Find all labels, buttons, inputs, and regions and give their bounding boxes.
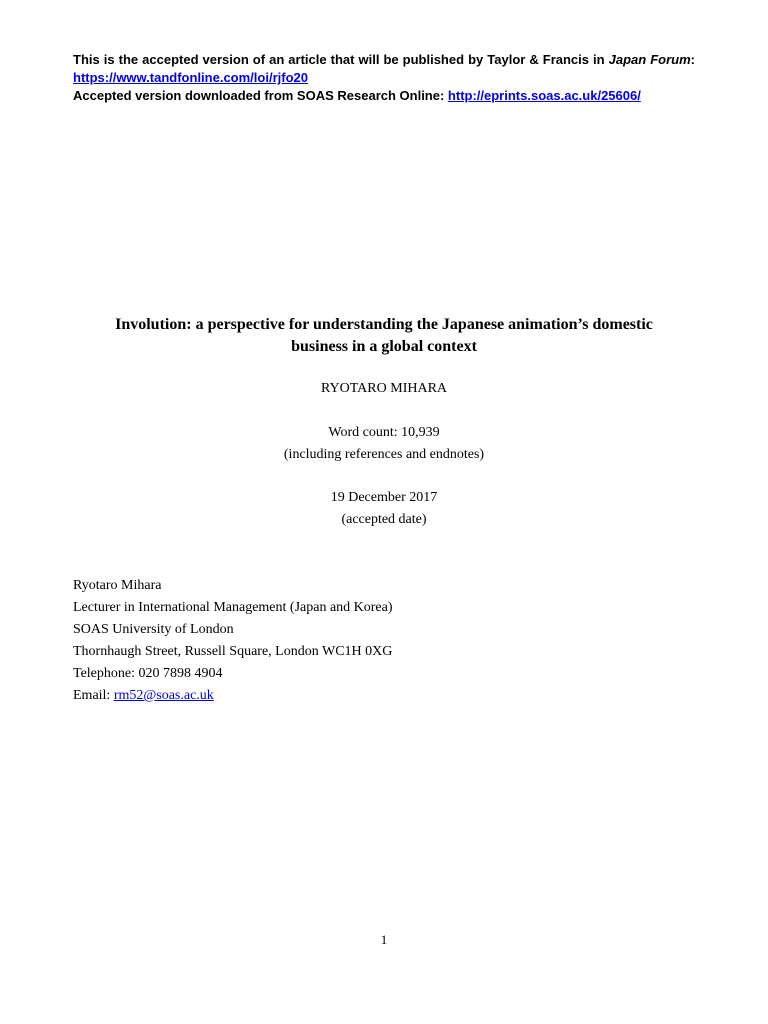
word-count-note: (including references and endnotes) <box>283 447 485 462</box>
page-number: 1 <box>380 932 388 947</box>
contact-email-label: Email: <box>73 688 114 703</box>
accepted-date: 19 December 2017 <box>330 490 438 505</box>
contact-position: Lecturer in International Management (Japan and Korea) <box>73 600 393 615</box>
repository-url-link[interactable]: http://eprints.soas.ac.uk/25606/ <box>447 88 641 103</box>
contact-name: Ryotaro Mihara <box>73 578 162 593</box>
word-count: Word count: 10,939 <box>328 425 440 440</box>
contact-telephone: Telephone: 020 7898 4904 <box>73 666 223 681</box>
contact-institution: SOAS University of London <box>73 622 234 637</box>
accepted-version-notice <box>73 51 695 105</box>
publication-notice-text: This is the accepted version of an article that will be published by Taylor & Francis in <box>73 52 609 67</box>
author-contact-block <box>73 575 673 707</box>
contact-email-link[interactable]: rm52@soas.ac.uk <box>113 688 214 703</box>
journal-name: Japan Forum <box>608 52 691 67</box>
word-count-block <box>60 422 708 466</box>
publication-notice-line <box>73 51 695 69</box>
contact-address: Thornhaugh Street, Russell Square, London WC1H 0XG <box>73 644 393 659</box>
contact-email-line <box>73 685 673 707</box>
publication-notice-colon: : <box>690 52 695 67</box>
repository-label: Accepted version downloaded from SOAS Research Online: <box>73 88 448 103</box>
repository-line <box>73 87 695 105</box>
author-name: RYOTARO MIHARA <box>320 381 448 396</box>
journal-url-line <box>73 69 695 87</box>
article-title-line2: business in a global context <box>291 338 477 355</box>
journal-url-link[interactable]: https://www.tandfonline.com/loi/rjfo20 <box>73 70 308 85</box>
accepted-date-block <box>60 487 708 531</box>
article-title <box>60 314 708 358</box>
accepted-date-note: (accepted date) <box>341 512 427 527</box>
article-title-line1: Involution: a perspective for understanding the Japanese animation’s domestic <box>115 316 653 333</box>
